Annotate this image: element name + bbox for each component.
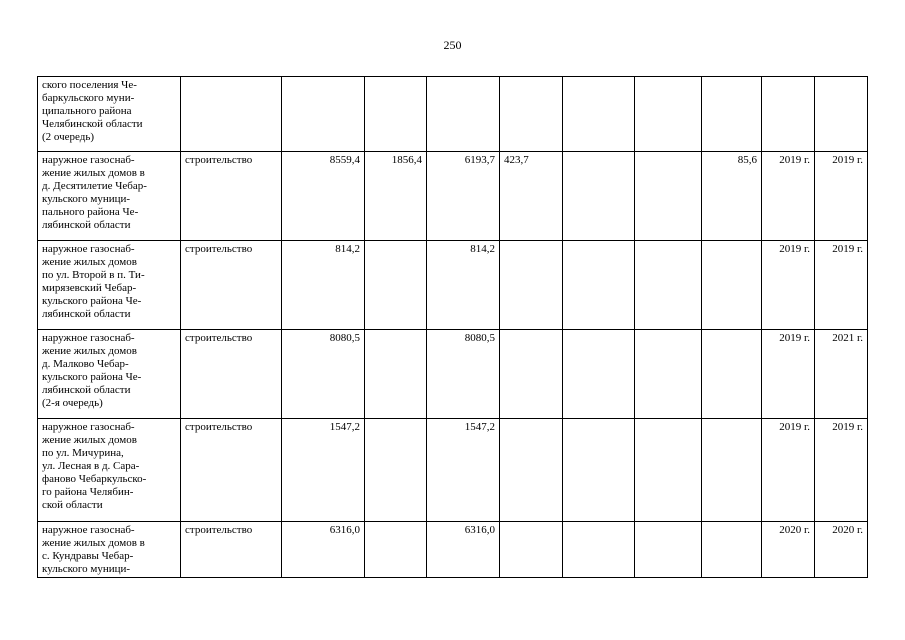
end-year-cell: 2020 г. [815,522,868,578]
regional-cell [427,77,500,152]
object-description-cell [38,419,181,522]
description-line: го района Челябин- [42,486,134,498]
extrabudget-cell [702,522,762,578]
work-type-cell: строительство [181,152,282,241]
object-description-cell [38,241,181,330]
regional-cell: 814,2 [427,241,500,330]
end-year-cell [815,77,868,152]
total-cell: 814,2 [282,241,365,330]
table-row [38,330,868,419]
extra-cell [635,419,702,522]
description-line: жение жилых домов [42,434,137,446]
table-body [38,77,868,578]
total-cell: 1547,2 [282,419,365,522]
extra-cell [635,241,702,330]
extra-cell [635,152,702,241]
description-line: жение жилых домов в [42,167,145,179]
description-line: ской области [42,499,103,511]
start-year-cell [762,77,815,152]
description-line: (2 очередь) [42,131,95,143]
description-line: д. Малково Чебар- [42,358,129,370]
other-cell [563,241,635,330]
description-line: наружное газоснаб- [42,154,135,166]
total-cell: 6316,0 [282,522,365,578]
work-type-cell: строительство [181,330,282,419]
extra-cell [635,330,702,419]
description-line: кульского муници- [42,193,131,205]
local-cell: 423,7 [500,152,563,241]
work-type-cell [181,77,282,152]
object-description-cell [38,77,181,152]
total-cell: 8080,5 [282,330,365,419]
local-cell [500,419,563,522]
regional-cell: 6316,0 [427,522,500,578]
extrabudget-cell: 85,6 [702,152,762,241]
description-line: наружное газоснаб- [42,524,135,536]
description-line: по ул. Второй в п. Ти- [42,269,145,281]
description-line: жение жилых домов [42,345,137,357]
extrabudget-cell [702,241,762,330]
investment-table [37,76,868,578]
table-row [38,152,868,241]
federal-cell [365,241,427,330]
other-cell [563,522,635,578]
start-year-cell: 2019 г. [762,419,815,522]
description-line: д. Десятилетие Чебар- [42,180,147,192]
federal-cell [365,419,427,522]
table-row [38,241,868,330]
description-line: ул. Лесная в д. Сара- [42,460,140,472]
description-line: кульского района Че- [42,295,142,307]
start-year-cell: 2020 г. [762,522,815,578]
extrabudget-cell [702,77,762,152]
other-cell [563,419,635,522]
regional-cell: 8080,5 [427,330,500,419]
work-type-cell: строительство [181,241,282,330]
total-cell: 8559,4 [282,152,365,241]
extra-cell [635,522,702,578]
start-year-cell: 2019 г. [762,241,815,330]
work-type-cell: строительство [181,419,282,522]
page-number: 250 [443,38,462,52]
end-year-cell: 2019 г. [815,152,868,241]
description-line: наружное газоснаб- [42,243,135,255]
description-line: лябинской области [42,219,131,231]
description-line: по ул. Мичурина, [42,447,124,459]
extrabudget-cell [702,419,762,522]
description-line: пального района Че- [42,206,139,218]
end-year-cell: 2019 г. [815,419,868,522]
object-description-cell [38,522,181,578]
description-line: наружное газоснаб- [42,332,135,344]
description-line: (2-я очередь) [42,397,103,409]
description-line: кульского муници- [42,563,131,575]
description-line: с. Кундравы Чебар- [42,550,134,562]
end-year-cell: 2021 г. [815,330,868,419]
total-cell [282,77,365,152]
federal-cell: 1856,4 [365,152,427,241]
extra-cell [635,77,702,152]
regional-cell: 6193,7 [427,152,500,241]
description-line: баркульского муни- [42,92,135,104]
description-line: мирязевский Чебар- [42,282,137,294]
description-line: жение жилых домов [42,256,137,268]
description-line: кульского района Че- [42,371,142,383]
table-row [38,77,868,152]
other-cell [563,77,635,152]
description-line: Челябинской области [42,118,143,130]
other-cell [563,330,635,419]
description-line: ского поселения Че- [42,79,137,91]
description-line: жение жилых домов в [42,537,145,549]
local-cell [500,77,563,152]
description-line: наружное газоснаб- [42,421,135,433]
federal-cell [365,330,427,419]
description-line: фаново Чебаркульско- [42,473,147,485]
table-row [38,522,868,578]
description-line: лябинской области [42,308,131,320]
federal-cell [365,522,427,578]
regional-cell: 1547,2 [427,419,500,522]
other-cell [563,152,635,241]
federal-cell [365,77,427,152]
work-type-cell: строительство [181,522,282,578]
start-year-cell: 2019 г. [762,152,815,241]
object-description-cell [38,152,181,241]
start-year-cell: 2019 г. [762,330,815,419]
end-year-cell: 2019 г. [815,241,868,330]
local-cell [500,330,563,419]
object-description-cell [38,330,181,419]
extrabudget-cell [702,330,762,419]
description-line: лябинской области [42,384,131,396]
local-cell [500,522,563,578]
table-row [38,419,868,522]
description-line: ципального района [42,105,132,117]
local-cell [500,241,563,330]
